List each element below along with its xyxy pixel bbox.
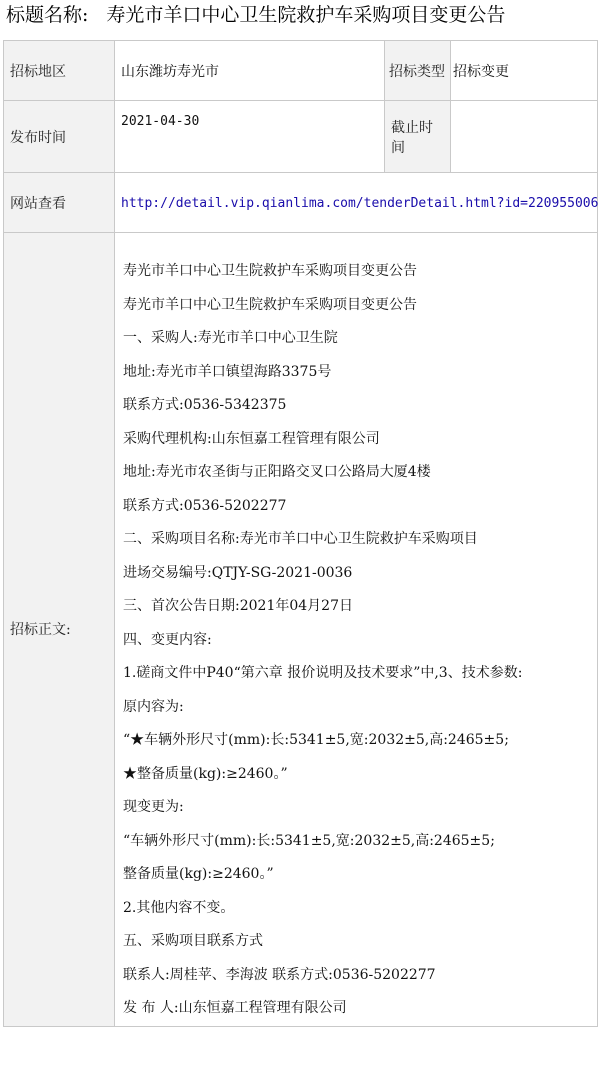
notice-table (3, 40, 598, 1027)
body-line: 四、变更内容: (123, 631, 212, 648)
body-line: ★整备质量(kg):≥2460。” (123, 765, 288, 782)
body-line: 发 布 人:山东恒嘉工程管理有限公司 (123, 1000, 347, 1016)
body-line: 一、采购人:寿光市羊口中心卫生院 (123, 330, 338, 346)
body-line: “★车辆外形尺寸(mm):长:5341±5,宽:2032±5,高:2465±5; (123, 732, 509, 748)
body-line: 联系方式:0536-5342375 (123, 397, 287, 413)
body-line: 三、首次公告日期:2021年04月27日 (123, 598, 353, 614)
body-line: 五、采购项目联系方式 (123, 933, 263, 949)
row-region (4, 41, 598, 101)
body-line: 采购代理机构:山东恒嘉工程管理有限公司 (123, 430, 380, 447)
publish-date: 2021-04-30 (121, 114, 200, 129)
body-line: 整备质量(kg):≥2460。” (123, 866, 274, 882)
region-value: 山东潍坊寿光市 (115, 41, 385, 101)
region-label: 招标地区 (4, 41, 115, 101)
deadline-label: 截止时间 (385, 101, 451, 173)
body-line: “车辆外形尺寸(mm):长:5341±5,宽:2032±5,高:2465±5; (123, 832, 495, 849)
body-line: 地址:寿光市羊口镇望海路3375号 (123, 363, 332, 380)
body-line: 1.磋商文件中P40“第六章 报价说明及技术要求”中,3、技术参数: (123, 665, 523, 681)
notice-body (115, 233, 598, 1027)
row-site (4, 173, 598, 233)
body-line: 地址:寿光市农圣街与正阳路交叉口公路局大厦4楼 (123, 464, 431, 480)
page-title (6, 0, 505, 34)
deadline-value (451, 101, 598, 173)
row-body (4, 233, 598, 1027)
body-line: 现变更为: (123, 799, 184, 815)
site-label: 网站查看 (4, 173, 115, 233)
body-line: 寿光市羊口中心卫生院救护车采购项目变更公告 (123, 263, 417, 279)
body-lines (123, 255, 597, 1026)
body-line: 联系方式:0536-5202277 (123, 497, 287, 514)
detail-link[interactable]: http://detail.vip.qianlima.com/tenderDetail.html?id=220955006 (121, 195, 599, 211)
type-label: 招标类型 (385, 41, 451, 101)
publish-label: 发布时间 (4, 101, 115, 173)
type-value: 招标变更 (451, 41, 598, 101)
row-publish (4, 101, 598, 173)
body-label: 招标正文: (4, 233, 115, 1027)
body-line: 原内容为: (123, 698, 184, 715)
body-line: 进场交易编号:QTJY-SG-2021-0036 (123, 564, 353, 581)
title-text: 寿光市羊口中心卫生院救护车采购项目变更公告 (106, 4, 506, 26)
body-line: 二、采购项目名称:寿光市羊口中心卫生院救护车采购项目 (123, 531, 478, 547)
body-line: 联系人:周桂苹、李海波 联系方式:0536-5202277 (123, 966, 436, 983)
body-line: 2.其他内容不变。 (123, 899, 235, 916)
body-line: 寿光市羊口中心卫生院救护车采购项目变更公告 (123, 296, 417, 313)
title-label: 标题名称: (6, 4, 89, 26)
